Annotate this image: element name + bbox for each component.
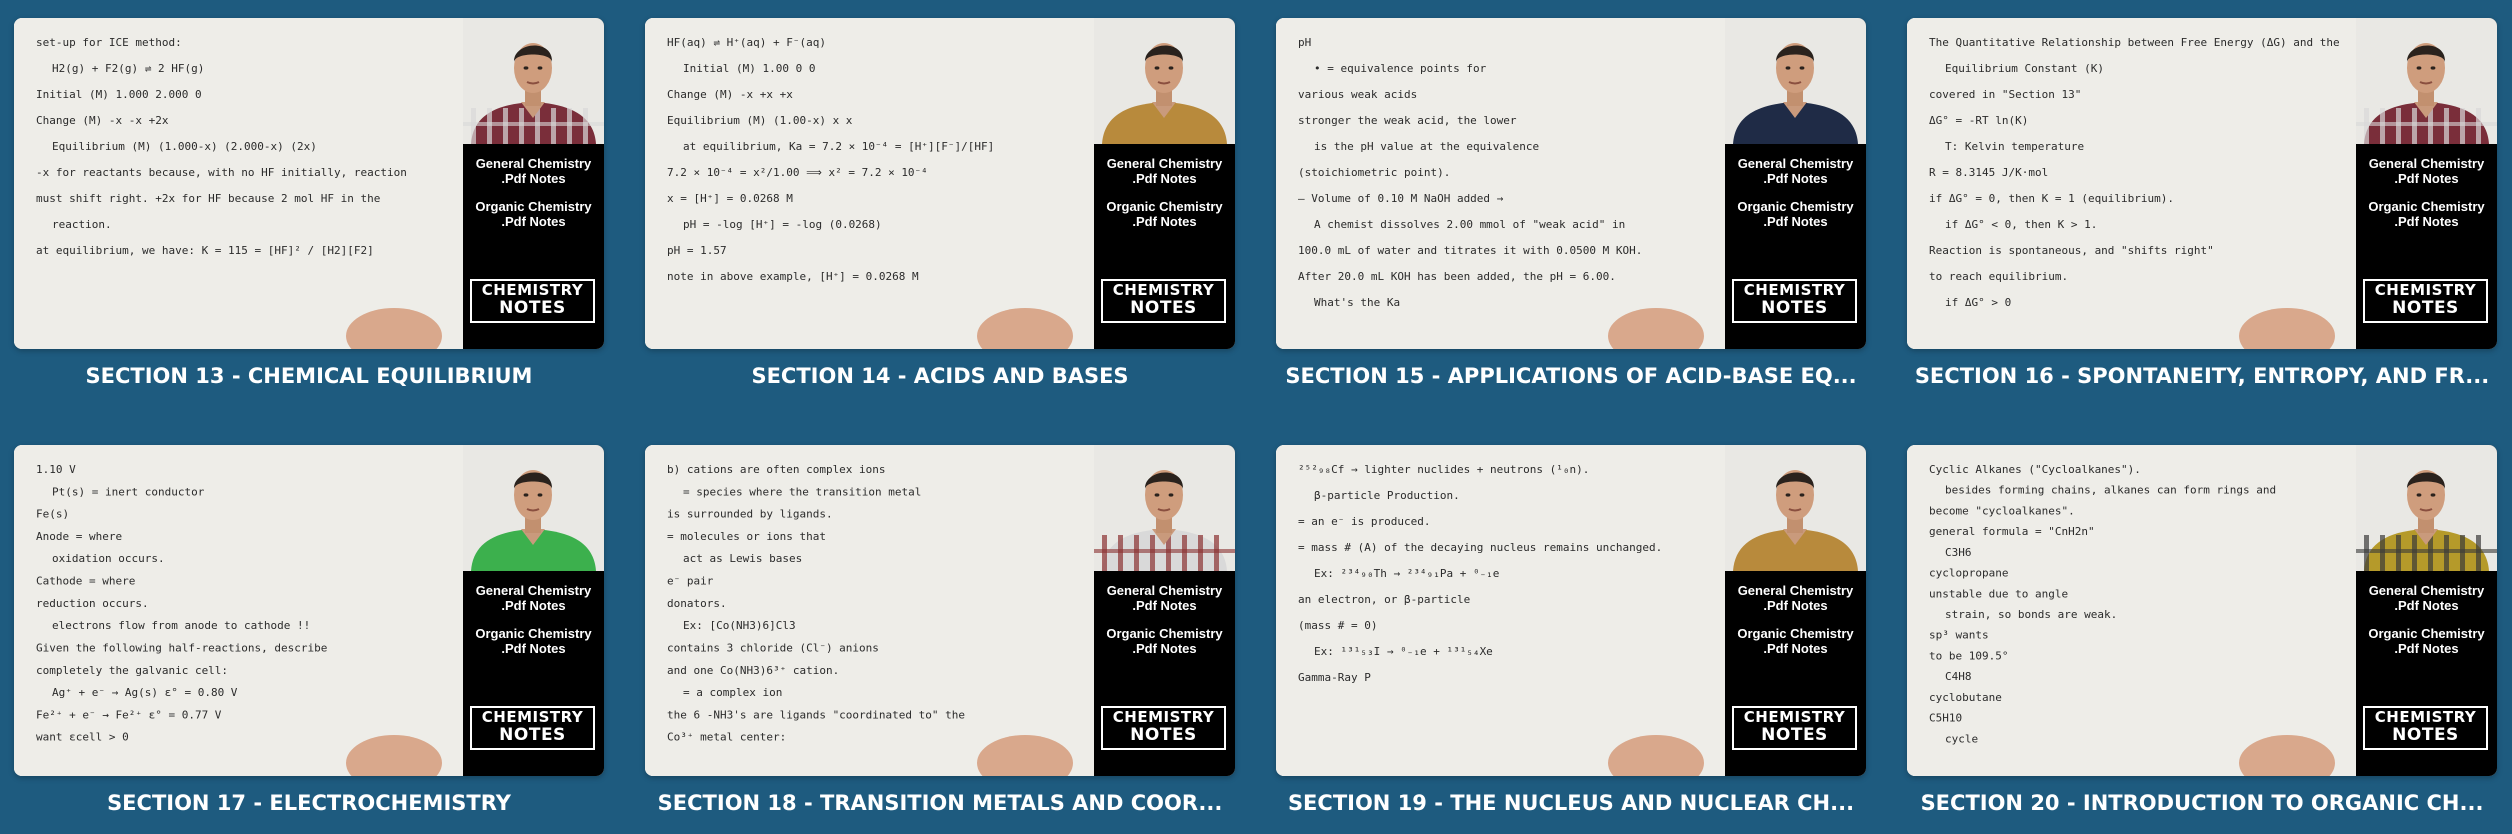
- section-thumbnail[interactable]: [1907, 445, 2497, 776]
- whiteboard-text: donators.: [667, 596, 727, 610]
- brand-panel: [1725, 445, 1866, 776]
- pdf-notes-label-1: .Pdf Notes: [2394, 598, 2459, 613]
- whiteboard-text: Ex: [Co(NH3)6]Cl3: [683, 619, 796, 633]
- logo-bottom-text: NOTES: [2392, 298, 2459, 318]
- whiteboard-text: Initial (M) 1.00 0 0: [683, 62, 816, 75]
- whiteboard-text: at equilibrium, we have: K = 115 = [HF]² / [H2][F2]: [36, 244, 374, 257]
- logo-bottom-text: NOTES: [499, 298, 566, 318]
- pdf-notes-label-1: .Pdf Notes: [1763, 171, 1828, 186]
- logo-top-text: CHEMISTRY: [481, 708, 584, 726]
- whiteboard-text: and one Co(NH3)6³⁺ cation.: [667, 663, 840, 677]
- whiteboard-text: The Quantitative Relationship between Free Energy (ΔG) and the: [1929, 36, 2340, 49]
- whiteboard-notes: [1276, 18, 1725, 349]
- whiteboard-text: 1.10 V: [36, 463, 76, 476]
- general-chemistry-label: General Chemistry: [1106, 156, 1223, 171]
- pdf-notes-label-1: .Pdf Notes: [501, 598, 566, 613]
- pdf-notes-label-2: .Pdf Notes: [1763, 641, 1828, 656]
- organic-chemistry-label: Organic Chemistry: [1737, 199, 1854, 214]
- organic-chemistry-label: Organic Chemistry: [2368, 199, 2485, 214]
- instructor-video: [2356, 18, 2497, 144]
- section-card[interactable]: [645, 445, 1235, 816]
- whiteboard-text: Pt(s) = inert conductor: [52, 485, 205, 499]
- chemistry-notes-logo: [1732, 706, 1857, 750]
- section-title-link[interactable]: SECTION 13 - CHEMICAL EQUILIBRIUM: [85, 364, 533, 388]
- whiteboard-text: After 20.0 mL KOH has been added, the pH = 6.00.: [1298, 270, 1616, 283]
- whiteboard-text: T: Kelvin temperature: [1945, 140, 2085, 153]
- section-card[interactable]: [1276, 445, 1866, 816]
- whiteboard-text: is surrounded by ligands.: [667, 507, 833, 521]
- logo-top-text: CHEMISTRY: [1112, 281, 1215, 299]
- organic-chemistry-label: Organic Chemistry: [1737, 626, 1854, 641]
- whiteboard-text: to be 109.5°: [1929, 649, 2009, 663]
- whiteboard-text: stronger the weak acid, the lower: [1298, 114, 1517, 127]
- whiteboard-text: note in above example, [H⁺] = 0.0268 M: [667, 270, 919, 283]
- section-title-link[interactable]: SECTION 20 - INTRODUCTION TO ORGANIC CH...: [1920, 791, 2484, 815]
- whiteboard-notes: [14, 18, 463, 349]
- whiteboard-text: = molecules or ions that: [667, 529, 826, 543]
- whiteboard-text: is the pH value at the equivalence: [1314, 140, 1540, 153]
- general-chemistry-label: General Chemistry: [2368, 583, 2485, 598]
- logo-top-text: CHEMISTRY: [2374, 281, 2477, 299]
- whiteboard-text: cyclobutane: [1929, 690, 2002, 704]
- brand-panel: [1725, 18, 1866, 349]
- whiteboard-text: at equilibrium, Ka = 7.2 × 10⁻⁴ = [H⁺][F⁻]/[HF]: [683, 140, 995, 153]
- whiteboard-text: general formula = "CnH2n": [1929, 525, 2095, 539]
- whiteboard-text: must shift right. +2x for HF because 2 mol HF in the: [36, 192, 381, 205]
- general-chemistry-label: General Chemistry: [475, 156, 592, 171]
- whiteboard-text: reduction occurs.: [36, 596, 149, 610]
- pdf-notes-label-2: .Pdf Notes: [2394, 214, 2459, 229]
- section-thumbnail[interactable]: [14, 18, 604, 349]
- whiteboard-text: Reaction is spontaneous, and "shifts right": [1929, 244, 2214, 257]
- whiteboard-text: (stoichiometric point).: [1298, 166, 1451, 179]
- whiteboard-text: want εcell > 0: [36, 730, 129, 744]
- chemistry-notes-logo: [2363, 279, 2488, 323]
- logo-top-text: CHEMISTRY: [2374, 708, 2477, 726]
- whiteboard-text: • = equivalence points for: [1314, 62, 1487, 75]
- whiteboard-text: besides forming chains, alkanes can form rings and: [1945, 483, 2277, 497]
- logo-top-text: CHEMISTRY: [481, 281, 584, 299]
- section-card[interactable]: [14, 18, 604, 389]
- whiteboard-text: Change (M) -x -x +2x: [36, 114, 169, 127]
- instructor-video: [1725, 18, 1866, 144]
- whiteboard-text: Ex: ²³⁴₉₀Th → ²³⁴₉₁Pa + ⁰₋₁e: [1314, 567, 1500, 580]
- logo-bottom-text: NOTES: [1130, 725, 1197, 745]
- brand-panel: [463, 18, 604, 349]
- logo-bottom-text: NOTES: [1761, 298, 1828, 318]
- instructor-video: [2356, 445, 2497, 571]
- whiteboard-text: an electron, or β-particle: [1298, 593, 1471, 606]
- whiteboard-text: Fe²⁺ + e⁻ → Fe²⁺ ε° = 0.77 V: [36, 708, 222, 722]
- instructor-video: [1725, 445, 1866, 571]
- whiteboard-text: ²⁵²₉₈Cf → lighter nuclides + neutrons (¹₀n).: [1298, 463, 1590, 476]
- section-card[interactable]: [1907, 445, 2497, 816]
- whiteboard-text: if ΔG° > 0: [1945, 296, 2012, 309]
- whiteboard-text: if ΔG° = 0, then K = 1 (equilibrium).: [1929, 192, 2175, 205]
- whiteboard-text: β-particle Production.: [1314, 489, 1460, 502]
- logo-top-text: CHEMISTRY: [1743, 281, 1846, 299]
- whiteboard-notes: [14, 445, 463, 776]
- whiteboard-text: cyclopropane: [1929, 566, 2009, 580]
- general-chemistry-label: General Chemistry: [1106, 583, 1223, 598]
- whiteboard-text: x = [H⁺] = 0.0268 M: [667, 192, 793, 205]
- whiteboard-text: = mass # (A) of the decaying nucleus remains unchanged.: [1298, 541, 1663, 554]
- whiteboard-text: contains 3 chloride (Cl⁻) anions: [667, 641, 879, 655]
- whiteboard-text: C3H6: [1945, 545, 1972, 559]
- whiteboard-text: Gamma-Ray P: [1298, 671, 1371, 684]
- general-chemistry-label: General Chemistry: [1737, 583, 1854, 598]
- pdf-notes-label-2: .Pdf Notes: [2394, 641, 2459, 656]
- whiteboard-text: Equilibrium (M) (1.00-x) x x: [667, 114, 853, 127]
- whiteboard-text: Initial (M) 1.000 2.000 0: [36, 88, 202, 101]
- whiteboard-text: C5H10: [1929, 711, 1963, 725]
- whiteboard-text: the 6 -NH3's are ligands "coordinated to" the: [667, 708, 966, 722]
- whiteboard-text: become "cycloalkanes".: [1929, 504, 2075, 518]
- section-thumbnail[interactable]: [1276, 445, 1866, 776]
- whiteboard-text: Given the following half-reactions, describe: [36, 641, 328, 655]
- pdf-notes-label-2: .Pdf Notes: [501, 641, 566, 656]
- pdf-notes-label: [1094, 156, 1235, 229]
- whiteboard-text: Equilibrium (M) (1.000-x) (2.000-x) (2x): [52, 140, 317, 153]
- pdf-notes-label-1: .Pdf Notes: [1132, 598, 1197, 613]
- whiteboard-text: C4H8: [1945, 670, 1972, 684]
- section-title-link[interactable]: SECTION 19 - THE NUCLEUS AND NUCLEAR CH...: [1287, 791, 1855, 815]
- pdf-notes-label: [1094, 583, 1235, 656]
- whiteboard-text: reaction.: [52, 218, 112, 231]
- pdf-notes-label-2: .Pdf Notes: [1132, 641, 1197, 656]
- section-card[interactable]: [1907, 18, 2497, 389]
- whiteboard-text: Cyclic Alkanes ("Cycloalkanes").: [1929, 463, 2141, 476]
- whiteboard-text: = species where the transition metal: [683, 485, 922, 499]
- whiteboard-text: Co³⁺ metal center:: [667, 730, 787, 744]
- whiteboard-text: act as Lewis bases: [683, 552, 803, 566]
- logo-top-text: CHEMISTRY: [1112, 708, 1215, 726]
- logo-top-text: CHEMISTRY: [1743, 708, 1846, 726]
- organic-chemistry-label: Organic Chemistry: [1106, 199, 1223, 214]
- whiteboard-text: Ex: ¹³¹₅₃I → ⁰₋₁e + ¹³¹₅₄Xe: [1314, 645, 1493, 658]
- pdf-notes-label: [2356, 583, 2497, 656]
- pdf-notes-label: [463, 583, 604, 656]
- whiteboard-text: ΔG° = -RT ln(K): [1929, 114, 2029, 127]
- section-thumbnail[interactable]: [1907, 18, 2497, 349]
- pdf-notes-label: [1725, 156, 1866, 229]
- section-thumbnail[interactable]: [645, 445, 1235, 776]
- whiteboard-text: e⁻ pair: [667, 574, 714, 588]
- section-thumbnail[interactable]: [1276, 18, 1866, 349]
- whiteboard-text: oxidation occurs.: [52, 552, 165, 566]
- whiteboard-text: What's the Ka: [1314, 296, 1401, 309]
- general-chemistry-label: General Chemistry: [1737, 156, 1854, 171]
- whiteboard-text: pH: [1298, 36, 1312, 49]
- whiteboard-text: Anode = where: [36, 529, 123, 543]
- whiteboard-text: — Volume of 0.10 M NaOH added →: [1298, 192, 1504, 205]
- whiteboard-notes: [645, 445, 1094, 776]
- pdf-notes-label-2: .Pdf Notes: [501, 214, 566, 229]
- whiteboard-text: set-up for ICE method:: [36, 36, 182, 49]
- whiteboard-text: sp³ wants: [1929, 628, 1989, 642]
- pdf-notes-label: [2356, 156, 2497, 229]
- section-card[interactable]: [1276, 18, 1866, 389]
- pdf-notes-label-1: .Pdf Notes: [2394, 171, 2459, 186]
- section-title-link[interactable]: SECTION 16 - SPONTANEITY, ENTROPY, AND FR...: [1914, 364, 2490, 388]
- section-thumbnail[interactable]: [645, 18, 1235, 349]
- chemistry-notes-logo: [2363, 706, 2488, 750]
- brand-panel: [463, 445, 604, 776]
- pdf-notes-label-2: .Pdf Notes: [1132, 214, 1197, 229]
- whiteboard-text: -x for reactants because, with no HF initially, reaction: [36, 166, 407, 179]
- logo-bottom-text: NOTES: [1761, 725, 1828, 745]
- whiteboard-text: R = 8.3145 J/K·mol: [1929, 166, 2049, 179]
- pdf-notes-label-2: .Pdf Notes: [1763, 214, 1828, 229]
- whiteboard-text: cycle: [1945, 732, 1979, 746]
- instructor-video: [1094, 18, 1235, 144]
- whiteboard-text: various weak acids: [1298, 88, 1418, 101]
- pdf-notes-label-1: .Pdf Notes: [1132, 171, 1197, 186]
- whiteboard-text: H2(g) + F2(g) ⇌ 2 HF(g): [52, 62, 205, 75]
- section-title-link[interactable]: SECTION 17 - ELECTROCHEMISTRY: [107, 791, 511, 815]
- chemistry-notes-logo: [1732, 279, 1857, 323]
- whiteboard-text: Change (M) -x +x +x: [667, 88, 793, 101]
- whiteboard-text: pH = -log [H⁺] = -log (0.0268): [683, 218, 882, 231]
- section-card[interactable]: [645, 18, 1235, 389]
- whiteboard-text: 100.0 mL of water and titrates it with 0.0500 M KOH.: [1298, 244, 1643, 257]
- pdf-notes-label: [1725, 583, 1866, 656]
- brand-panel: [1094, 18, 1235, 349]
- whiteboard-text: A chemist dissolves 2.00 mmol of "weak acid" in: [1314, 218, 1626, 231]
- instructor-video: [463, 18, 604, 144]
- whiteboard-text: covered in "Section 13": [1929, 88, 2082, 101]
- whiteboard-text: if ΔG° < 0, then K > 1.: [1945, 218, 2098, 231]
- section-thumbnail[interactable]: [14, 445, 604, 776]
- instructor-video: [1094, 445, 1235, 571]
- chemistry-notes-logo: [1101, 706, 1226, 750]
- general-chemistry-label: General Chemistry: [475, 583, 592, 598]
- whiteboard-text: = a complex ion: [683, 686, 783, 700]
- section-title-link[interactable]: SECTION 15 - APPLICATIONS OF ACID-BASE EQ...: [1285, 364, 1857, 388]
- chemistry-notes-logo: [470, 279, 595, 323]
- whiteboard-text: Cathode = where: [36, 574, 136, 588]
- whiteboard-text: completely the galvanic cell:: [36, 663, 229, 677]
- whiteboard-text: strain, so bonds are weak.: [1945, 608, 2118, 621]
- general-chemistry-label: General Chemistry: [2368, 156, 2485, 171]
- section-card[interactable]: [14, 445, 604, 816]
- whiteboard-text: 7.2 × 10⁻⁴ = x²/1.00 ⟹ x² = 7.2 × 10⁻⁴: [667, 166, 928, 179]
- whiteboard-text: Fe(s): [36, 507, 70, 521]
- whiteboard-text: to reach equilibrium.: [1929, 270, 2069, 283]
- logo-bottom-text: NOTES: [499, 725, 566, 745]
- whiteboard-text: unstable due to angle: [1929, 587, 2069, 601]
- section-title-link[interactable]: SECTION 14 - ACIDS AND BASES: [751, 364, 1129, 388]
- whiteboard-text: electrons flow from anode to cathode !!: [52, 619, 311, 633]
- brand-panel: [1094, 445, 1235, 776]
- chemistry-notes-logo: [470, 706, 595, 750]
- organic-chemistry-label: Organic Chemistry: [475, 626, 592, 641]
- logo-bottom-text: NOTES: [1130, 298, 1197, 318]
- pdf-notes-label: [463, 156, 604, 229]
- pdf-notes-label-1: .Pdf Notes: [501, 171, 566, 186]
- whiteboard-text: b) cations are often complex ions: [667, 463, 886, 476]
- whiteboard-notes: [1907, 18, 2356, 349]
- brand-panel: [2356, 445, 2497, 776]
- instructor-video: [463, 445, 604, 571]
- organic-chemistry-label: Organic Chemistry: [2368, 626, 2485, 641]
- organic-chemistry-label: Organic Chemistry: [475, 199, 592, 214]
- pdf-notes-label-1: .Pdf Notes: [1763, 598, 1828, 613]
- whiteboard-text: = an e⁻ is produced.: [1298, 515, 1431, 528]
- whiteboard-text: Ag⁺ + e⁻ → Ag(s) ε° = 0.80 V: [52, 686, 238, 700]
- section-title-link[interactable]: SECTION 18 - TRANSITION METALS AND COOR...: [657, 791, 1223, 815]
- whiteboard-notes: [645, 18, 1094, 349]
- whiteboard-text: pH = 1.57: [667, 244, 727, 257]
- chemistry-notes-logo: [1101, 279, 1226, 323]
- organic-chemistry-label: Organic Chemistry: [1106, 626, 1223, 641]
- whiteboard-text: HF(aq) ⇌ H⁺(aq) + F⁻(aq): [667, 36, 826, 49]
- whiteboard-text: (mass # = 0): [1298, 619, 1378, 632]
- logo-bottom-text: NOTES: [2392, 725, 2459, 745]
- whiteboard-text: Equilibrium Constant (K): [1945, 62, 2104, 75]
- brand-panel: [2356, 18, 2497, 349]
- whiteboard-notes: [1276, 445, 1725, 776]
- whiteboard-notes: [1907, 445, 2356, 776]
